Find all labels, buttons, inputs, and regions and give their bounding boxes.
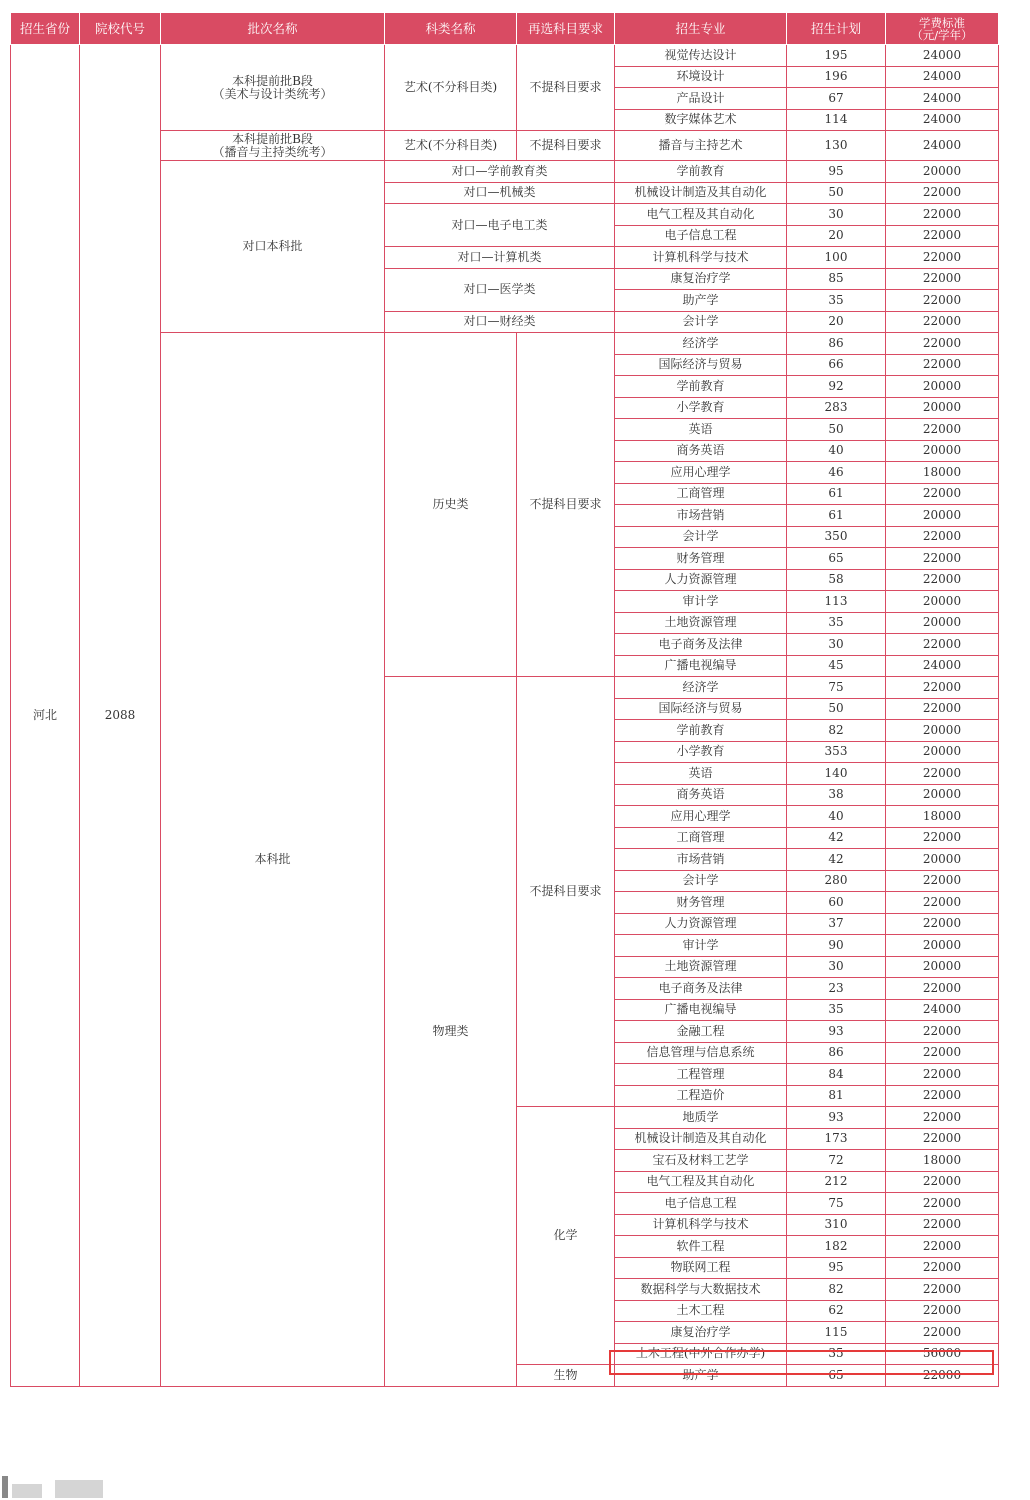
batch-art-design: 本科提前批B段 （美术与设计类统考）	[161, 45, 385, 131]
major-cell: 商务英语	[615, 440, 787, 462]
fee-cell: 20000	[886, 720, 999, 742]
major-cell: 宝石及材料工艺学	[615, 1150, 787, 1172]
fee-cell: 22000	[886, 204, 999, 226]
fee-cell: 22000	[886, 677, 999, 699]
plan-cell: 212	[787, 1171, 886, 1193]
fee-cell: 22000	[886, 1128, 999, 1150]
plan-cell: 42	[787, 849, 886, 871]
plan-cell: 61	[787, 505, 886, 527]
plan-cell: 46	[787, 462, 886, 484]
header-major: 招生专业	[615, 13, 787, 45]
fee-cell: 22000	[886, 268, 999, 290]
major-cell: 小学教育	[615, 741, 787, 763]
major-cell: 财务管理	[615, 548, 787, 570]
plan-cell: 35	[787, 999, 886, 1021]
major-cell: 电气工程及其自动化	[615, 204, 787, 226]
fee-cell: 20000	[886, 161, 999, 183]
fee-cell: 22000	[886, 870, 999, 892]
fee-cell: 22000	[886, 1042, 999, 1064]
plan-cell: 40	[787, 806, 886, 828]
fee-cell: 24000	[886, 999, 999, 1021]
fee-cell: 22000	[886, 634, 999, 656]
fee-cell: 24000	[886, 88, 999, 110]
batch-vocational: 对口本科批	[161, 161, 385, 333]
fee-cell: 24000	[886, 131, 999, 161]
plan-cell: 310	[787, 1214, 886, 1236]
major-cell: 人力资源管理	[615, 913, 787, 935]
fee-cell: 20000	[886, 505, 999, 527]
fee-cell: 22000	[886, 827, 999, 849]
plan-cell: 61	[787, 483, 886, 505]
major-cell: 助产学	[615, 290, 787, 312]
fee-cell: 22000	[886, 698, 999, 720]
table-header	[11, 13, 999, 45]
plan-cell: 23	[787, 978, 886, 1000]
subject-req-history: 不提科目要求	[517, 333, 615, 677]
fee-cell: 20000	[886, 935, 999, 957]
plan-cell: 90	[787, 935, 886, 957]
fee-cell: 20000	[886, 397, 999, 419]
fee-cell: 22000	[886, 1322, 999, 1344]
fee-cell: 20000	[886, 849, 999, 871]
fee-cell: 22000	[886, 1365, 999, 1387]
major-cell: 土地资源管理	[615, 612, 787, 634]
blurred-watermark	[0, 1470, 110, 1500]
major-cell: 康复治疗学	[615, 1322, 787, 1344]
plan-cell: 66	[787, 354, 886, 376]
subject-req-art: 不提科目要求	[517, 45, 615, 131]
fee-cell: 22000	[886, 333, 999, 355]
fee-cell: 20000	[886, 440, 999, 462]
major-cell: 学前教育	[615, 161, 787, 183]
major-cell: 计算机科学与技术	[615, 247, 787, 269]
category-voc-machinery: 对口—机械类	[385, 182, 615, 204]
plan-cell: 30	[787, 956, 886, 978]
plan-cell: 280	[787, 870, 886, 892]
fee-cell: 22000	[886, 1257, 999, 1279]
major-cell: 康复治疗学	[615, 268, 787, 290]
plan-cell: 67	[787, 88, 886, 110]
plan-cell: 40	[787, 440, 886, 462]
category-voc-electrical: 对口—电子电工类	[385, 204, 615, 247]
plan-cell: 35	[787, 612, 886, 634]
plan-cell: 45	[787, 655, 886, 677]
fee-cell: 22000	[886, 1171, 999, 1193]
plan-cell: 93	[787, 1021, 886, 1043]
major-cell: 会计学	[615, 870, 787, 892]
major-cell: 数字媒体艺术	[615, 109, 787, 131]
fee-cell: 22000	[886, 913, 999, 935]
plan-cell: 65	[787, 548, 886, 570]
category-art: 艺术(不分科目类)	[385, 45, 517, 131]
fee-cell: 20000	[886, 612, 999, 634]
plan-cell: 114	[787, 109, 886, 131]
major-cell: 环境设计	[615, 66, 787, 88]
category-history: 历史类	[385, 333, 517, 677]
major-cell: 电气工程及其自动化	[615, 1171, 787, 1193]
fee-cell: 22000	[886, 1193, 999, 1215]
major-cell: 金融工程	[615, 1021, 787, 1043]
plan-cell: 182	[787, 1236, 886, 1258]
fee-cell: 22000	[886, 1021, 999, 1043]
fee-cell: 22000	[886, 1085, 999, 1107]
fee-cell: 22000	[886, 225, 999, 247]
major-cell: 地质学	[615, 1107, 787, 1129]
fee-cell: 22000	[886, 526, 999, 548]
major-cell: 经济学	[615, 333, 787, 355]
fee-cell: 22000	[886, 978, 999, 1000]
header-fee	[886, 13, 999, 45]
fee-cell: 22000	[886, 1279, 999, 1301]
plan-cell: 75	[787, 677, 886, 699]
major-cell: 市场营销	[615, 849, 787, 871]
major-cell: 工商管理	[615, 827, 787, 849]
plan-cell: 35	[787, 1343, 886, 1365]
major-cell: 信息管理与信息系统	[615, 1042, 787, 1064]
plan-cell: 75	[787, 1193, 886, 1215]
fee-cell: 20000	[886, 956, 999, 978]
subject-req-broadcast: 不提科目要求	[517, 131, 615, 161]
major-cell: 小学教育	[615, 397, 787, 419]
fee-cell: 22000	[886, 182, 999, 204]
fee-cell: 22000	[886, 569, 999, 591]
fee-cell: 18000	[886, 1150, 999, 1172]
plan-cell: 50	[787, 698, 886, 720]
major-cell: 国际经济与贸易	[615, 354, 787, 376]
major-cell: 工商管理	[615, 483, 787, 505]
major-cell: 数据科学与大数据技术	[615, 1279, 787, 1301]
fee-cell: 20000	[886, 741, 999, 763]
fee-cell: 22000	[886, 892, 999, 914]
major-cell: 财务管理	[615, 892, 787, 914]
major-cell: 学前教育	[615, 720, 787, 742]
fee-cell: 22000	[886, 247, 999, 269]
fee-cell: 22000	[886, 1214, 999, 1236]
major-cell: 学前教育	[615, 376, 787, 398]
fee-cell: 22000	[886, 290, 999, 312]
fee-cell: 18000	[886, 806, 999, 828]
plan-cell: 82	[787, 720, 886, 742]
plan-cell: 115	[787, 1322, 886, 1344]
header-plan: 招生计划	[787, 13, 886, 45]
table-row	[11, 45, 999, 67]
category-voc-computer: 对口—计算机类	[385, 247, 615, 269]
major-cell: 机械设计制造及其自动化	[615, 182, 787, 204]
plan-cell: 95	[787, 1257, 886, 1279]
plan-cell: 100	[787, 247, 886, 269]
major-cell: 电子商务及法律	[615, 978, 787, 1000]
subject-req-biology: 生物	[517, 1365, 615, 1387]
major-cell: 计算机科学与技术	[615, 1214, 787, 1236]
major-cell: 英语	[615, 763, 787, 785]
plan-cell: 283	[787, 397, 886, 419]
fee-cell: 22000	[886, 1107, 999, 1129]
header-batch: 批次名称	[161, 13, 385, 45]
major-cell: 机械设计制造及其自动化	[615, 1128, 787, 1150]
fee-cell: 22000	[886, 1300, 999, 1322]
plan-cell: 86	[787, 1042, 886, 1064]
plan-cell: 50	[787, 182, 886, 204]
fee-cell: 22000	[886, 1064, 999, 1086]
enrollment-plan-table	[10, 12, 999, 1387]
plan-cell: 93	[787, 1107, 886, 1129]
plan-cell: 86	[787, 333, 886, 355]
plan-cell: 113	[787, 591, 886, 613]
major-cell: 软件工程	[615, 1236, 787, 1258]
plan-cell: 353	[787, 741, 886, 763]
plan-cell: 62	[787, 1300, 886, 1322]
header-school-code: 院校代号	[80, 13, 161, 45]
plan-cell: 81	[787, 1085, 886, 1107]
major-cell: 助产学	[615, 1365, 787, 1387]
fee-cell: 22000	[886, 354, 999, 376]
category-voc-preschool: 对口—学前教育类	[385, 161, 615, 183]
major-cell: 会计学	[615, 311, 787, 333]
major-cell: 审计学	[615, 591, 787, 613]
fee-cell: 22000	[886, 483, 999, 505]
plan-cell: 72	[787, 1150, 886, 1172]
major-cell: 电子信息工程	[615, 1193, 787, 1215]
table-body	[11, 45, 999, 1387]
plan-cell: 35	[787, 290, 886, 312]
major-cell: 广播电视编导	[615, 655, 787, 677]
major-cell: 土木工程	[615, 1300, 787, 1322]
plan-cell: 42	[787, 827, 886, 849]
major-cell: 土地资源管理	[615, 956, 787, 978]
province-cell: 河北	[11, 45, 80, 1387]
fee-cell: 24000	[886, 655, 999, 677]
major-cell: 工程造价	[615, 1085, 787, 1107]
major-cell: 物联网工程	[615, 1257, 787, 1279]
major-cell: 产品设计	[615, 88, 787, 110]
plan-cell: 173	[787, 1128, 886, 1150]
major-cell: 应用心理学	[615, 462, 787, 484]
plan-cell: 30	[787, 634, 886, 656]
plan-cell: 65	[787, 1365, 886, 1387]
category-voc-medical: 对口—医学类	[385, 268, 615, 311]
batch-broadcast: 本科提前批B段 （播音与主持类统考）	[161, 131, 385, 161]
plan-cell: 58	[787, 569, 886, 591]
category-physics: 物理类	[385, 677, 517, 1387]
major-cell: 人力资源管理	[615, 569, 787, 591]
fee-cell: 22000	[886, 311, 999, 333]
plan-cell: 85	[787, 268, 886, 290]
subject-req-chemistry: 化学	[517, 1107, 615, 1365]
fee-cell: 56000	[886, 1343, 999, 1365]
major-cell: 经济学	[615, 677, 787, 699]
batch-undergrad: 本科批	[161, 333, 385, 1387]
plan-cell: 196	[787, 66, 886, 88]
major-cell: 应用心理学	[615, 806, 787, 828]
major-cell: 土木工程(中外合作办学)	[615, 1343, 787, 1365]
fee-cell: 20000	[886, 376, 999, 398]
plan-cell: 92	[787, 376, 886, 398]
header-category: 科类名称	[385, 13, 517, 45]
major-cell: 商务英语	[615, 784, 787, 806]
fee-cell: 22000	[886, 419, 999, 441]
plan-cell: 140	[787, 763, 886, 785]
plan-cell: 50	[787, 419, 886, 441]
subject-req-physics-none: 不提科目要求	[517, 677, 615, 1107]
major-cell: 国际经济与贸易	[615, 698, 787, 720]
category-art-broadcast: 艺术(不分科目类)	[385, 131, 517, 161]
fee-cell: 20000	[886, 591, 999, 613]
major-cell: 电子信息工程	[615, 225, 787, 247]
fee-cell: 24000	[886, 109, 999, 131]
plan-cell: 84	[787, 1064, 886, 1086]
major-cell: 播音与主持艺术	[615, 131, 787, 161]
plan-cell: 30	[787, 204, 886, 226]
major-cell: 工程管理	[615, 1064, 787, 1086]
plan-cell: 82	[787, 1279, 886, 1301]
major-cell: 电子商务及法律	[615, 634, 787, 656]
major-cell: 英语	[615, 419, 787, 441]
plan-cell: 195	[787, 45, 886, 67]
fee-cell: 24000	[886, 66, 999, 88]
header-fee-line2: （元/学年）	[911, 27, 973, 42]
fee-cell: 22000	[886, 548, 999, 570]
major-cell: 市场营销	[615, 505, 787, 527]
fee-cell: 24000	[886, 45, 999, 67]
header-fee-line1: 学费标准	[919, 15, 965, 30]
plan-cell: 20	[787, 311, 886, 333]
fee-cell: 20000	[886, 784, 999, 806]
plan-cell: 130	[787, 131, 886, 161]
fee-cell: 22000	[886, 763, 999, 785]
header-subject-requirement: 再选科目要求	[517, 13, 615, 45]
plan-cell: 60	[787, 892, 886, 914]
fee-cell: 18000	[886, 462, 999, 484]
plan-cell: 37	[787, 913, 886, 935]
header-province: 招生省份	[11, 13, 80, 45]
plan-cell: 350	[787, 526, 886, 548]
plan-cell: 95	[787, 161, 886, 183]
major-cell: 会计学	[615, 526, 787, 548]
plan-cell: 20	[787, 225, 886, 247]
plan-cell: 38	[787, 784, 886, 806]
major-cell: 审计学	[615, 935, 787, 957]
school-code-cell: 2088	[80, 45, 161, 1387]
major-cell: 广播电视编导	[615, 999, 787, 1021]
fee-cell: 22000	[886, 1236, 999, 1258]
category-voc-finance: 对口—财经类	[385, 311, 615, 333]
major-cell: 视觉传达设计	[615, 45, 787, 67]
